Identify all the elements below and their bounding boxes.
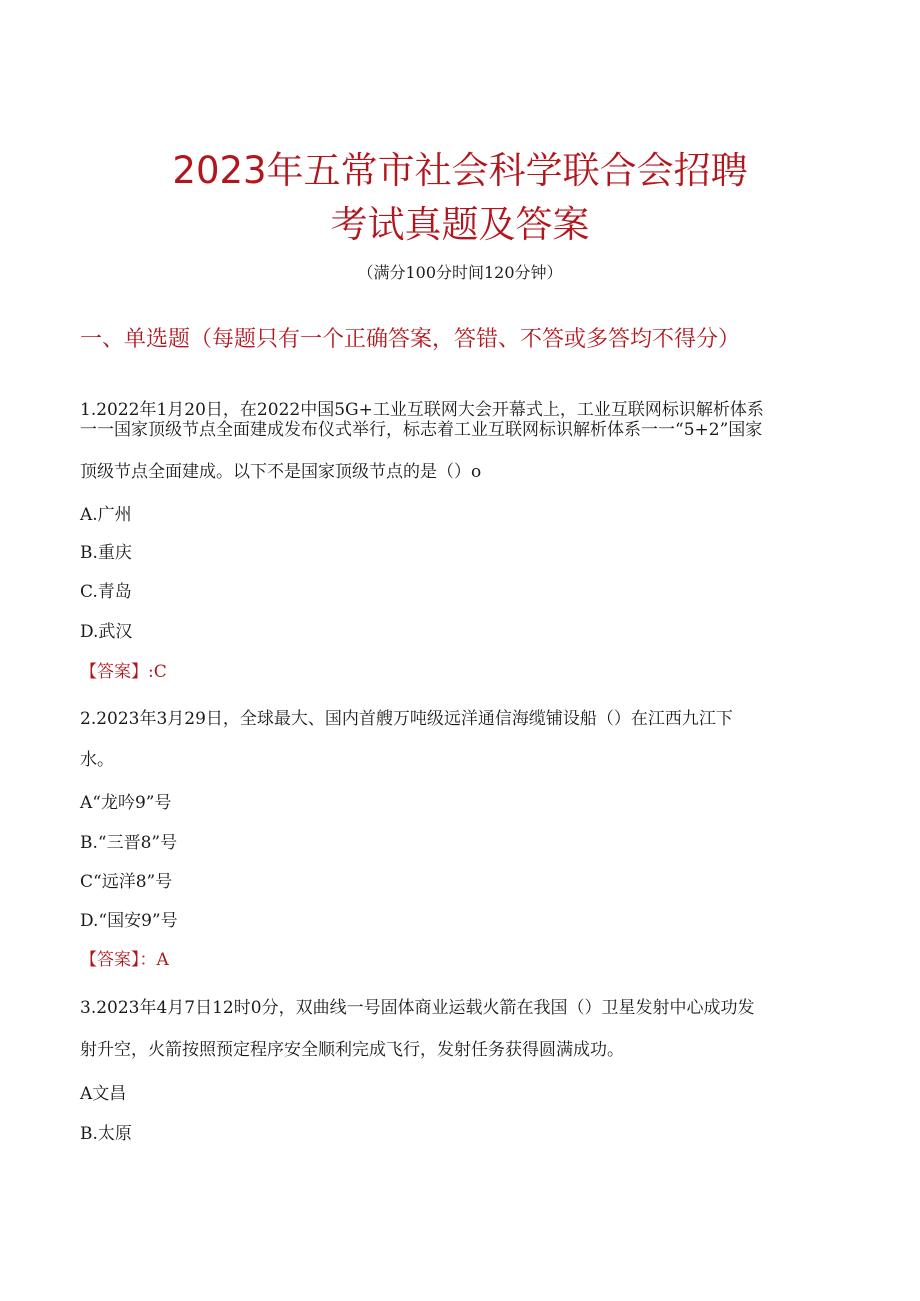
question-3-option-a: A文昌 (80, 1084, 127, 1104)
answer-value: :C (148, 662, 167, 682)
question-2-text-line-1: 2.2023年3月29日，全球最大、国内首艘万吨级远洋通信海缆铺设船（）在江西九江下 (80, 709, 733, 729)
exam-info-subtitle: （满分100分时间120分钟） (357, 263, 563, 282)
question-2-option-c: C“远洋8”号 (80, 872, 173, 892)
question-2-answer (80, 948, 169, 972)
question-1-text-line-1: 1.2022年1月20日，在2022中国5G+工业互联网大会开幕式上，工业互联网标识解析体系 (80, 400, 764, 420)
section-heading: 一、单选题（每题只有一个正确答案，答错、不答或多答均不得分） (80, 327, 741, 352)
question-2-option-d: D.“国安9”号 (80, 911, 178, 931)
question-1-option-b: B.重庆 (80, 543, 132, 563)
question-1-answer (80, 660, 167, 684)
answer-value: ：A (139, 950, 169, 970)
question-1-text-line-3: 顶级节点全面建成。以下不是国家顶级节点的是（）o (80, 462, 482, 482)
question-3-option-b: B.太原 (80, 1124, 132, 1144)
answer-label: 【答案】 (80, 950, 140, 970)
document-title-line-1: 2023年五常市社会科学联合会招聘 (172, 149, 748, 192)
question-3-text-line-2: 射升空，火箭按照预定程序安全顺利完成飞行，发射任务获得圆满成功。 (80, 1040, 624, 1060)
document-title-line-2: 考试真题及答案 (330, 203, 590, 246)
question-1-text-line-2: 一一国家顶级节点全面建成发布仪式举行，标志着工业互联网标识解析体系一一“5+2”国家 (80, 420, 763, 440)
question-1-option-d: D.武汉 (80, 622, 133, 642)
answer-label: 【答案】 (80, 662, 148, 682)
question-1-option-a: A.广州 (80, 505, 132, 525)
question-2-option-b: B.“三晋8”号 (80, 833, 178, 853)
question-2-option-a: A“龙吟9”号 (80, 793, 172, 813)
question-1-option-c: C.青岛 (80, 582, 132, 602)
question-2-text-line-2: 水。 (80, 750, 114, 770)
question-3-text-line-1: 3.2023年4月7日12时0分，双曲线一号固体商业运载火箭在我国（）卫星发射中心成功发 (80, 998, 755, 1018)
